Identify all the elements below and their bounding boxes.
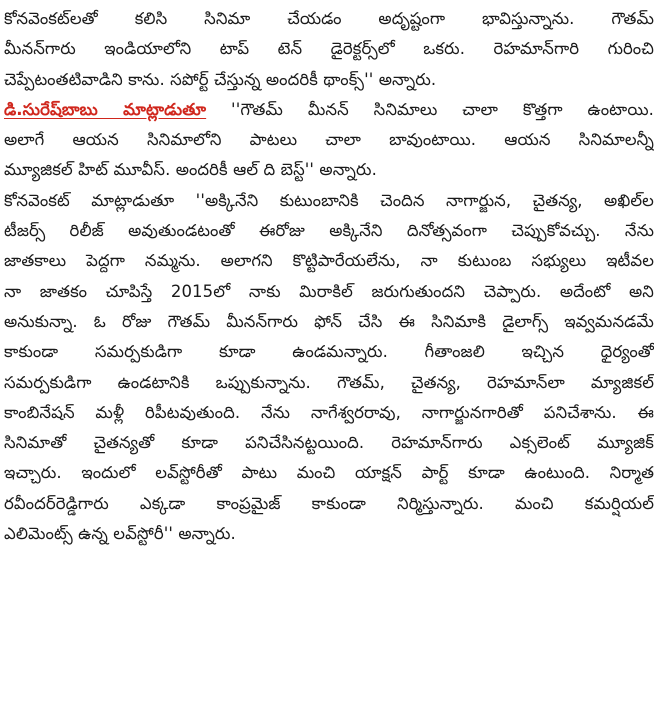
paragraph-line: అనుకున్నా. ఓ రోజు గౌతమ్‌ మీనన్‌గారు ఫోన్‌ చేసి ఈ సినిమాకి డైలాగ్స్‌ ఇవ్వమనడమే <box>4 311 654 331</box>
paragraph-line: కాంబినేషన్‌ మళ్లీ రిపీటవుతుంది. నేను నాగేశ్వరరావు, నాగార్జునగారితో పనిచేశాను. ఈ <box>4 402 654 422</box>
speaker-line <box>4 95 654 125</box>
paragraph-line: ఎలిమెంట్స్‌ ఉన్న లవ్‌స్టోరీ'' అన్నారు. <box>4 524 236 544</box>
paragraph-line: సమర్పకుడిగా ఉండటానికి ఒప్పుకున్నాను. గౌతమ్‌, చైతన్య, రెహమాన్‌లా మ్యాజికల్‌ <box>4 372 654 392</box>
speaker-name: డి.సురేష్‌బాబు మాట్లాడుతూ <box>4 99 207 119</box>
paragraph-line: అలాగే ఆయన సినిమాలోని పాటలు చాలా బావుంటాయి. ఆయన సినిమాలన్నీ <box>4 130 654 150</box>
paragraph-line: టీజర్స్‌ రిలీజ్‌ అవుతుండటంతో ఈరోజు అక్కినేని దినోత్సవంగా చెప్పుకోవచ్చు. నేను <box>4 221 654 241</box>
speaker-quote: ''గౌతమ్‌ మీనన్‌ సినిమాలు చాలా కొత్తగా ఉంటాయి. <box>206 99 654 119</box>
paragraph-line: కాకుండా సమర్పకుడిగా కూడా ఉండమన్నారు. గీతాంజలి ఇచ్చిన ధైర్యంతో <box>4 342 654 362</box>
paragraph-line: రవీందర్‌రెడ్డిగారు ఎక్కడా కాంప్రమైజ్‌ కాకుండా నిర్మిస్తున్నారు. మంచి కమర్షియల్‌ <box>4 493 654 513</box>
paragraph-line: కోనవెంకట్‌ మాట్లాడుతూ ''అక్కినేని కుటుంబానికి చెందిన నాగార్జున, చైతన్య, అఖిల్‌ల <box>4 190 654 210</box>
paragraph-line: సినిమాతో చైతన్యతో కూడా పనిచేసినట్టయింది. రెహమాన్‌గారు ఎక్సలెంట్‌ మ్యూజిక్‌ <box>4 433 654 453</box>
paragraph-line: మ్యూజికల్‌ హిట్‌ మూవీస్‌. అందరికీ ఆల్‌ ది బెస్ట్‌'' అన్నారు. <box>4 160 377 180</box>
paragraph-line: మీనన్‌గారు ఇండియాలోని టాప్‌ టెన్‌ డైరెక్టర్స్‌లో ఒకరు. రెహమాన్‌గారి గురించి <box>4 39 654 59</box>
paragraph-line: జాతకాలు పెద్దగా నమ్మను. అలాగని కొట్టిపారేయలేను, నా కుటుంబ సభ్యులు ఇటీవల <box>4 251 654 271</box>
paragraph-line: కోనవెంకట్‌లతో కలిసి సినిమా చేయడం అదృష్టంగా భావిస్తున్నాను. గౌతమ్‌ <box>4 9 654 28</box>
paragraph-line: చెప్పేటంతటివాడిని కాను. సపోర్ట్‌ చేస్తున్న అందరికీ థాంక్స్‌'' అన్నారు. <box>4 69 437 89</box>
paragraph-line: నా జాతకం చూపిస్తే 2015లో నాకు మిరాకిల్‌ జరుగుతుందని చెప్పారు. అదేంటో అని <box>4 281 654 301</box>
paragraph-line: ఇచ్చారు. ఇందులో లవ్‌స్టోరీతో పాటు మంచి యాక్షన్‌ పార్ట్‌ కూడా ఉంటుంది. నిర్మాత <box>4 463 654 483</box>
